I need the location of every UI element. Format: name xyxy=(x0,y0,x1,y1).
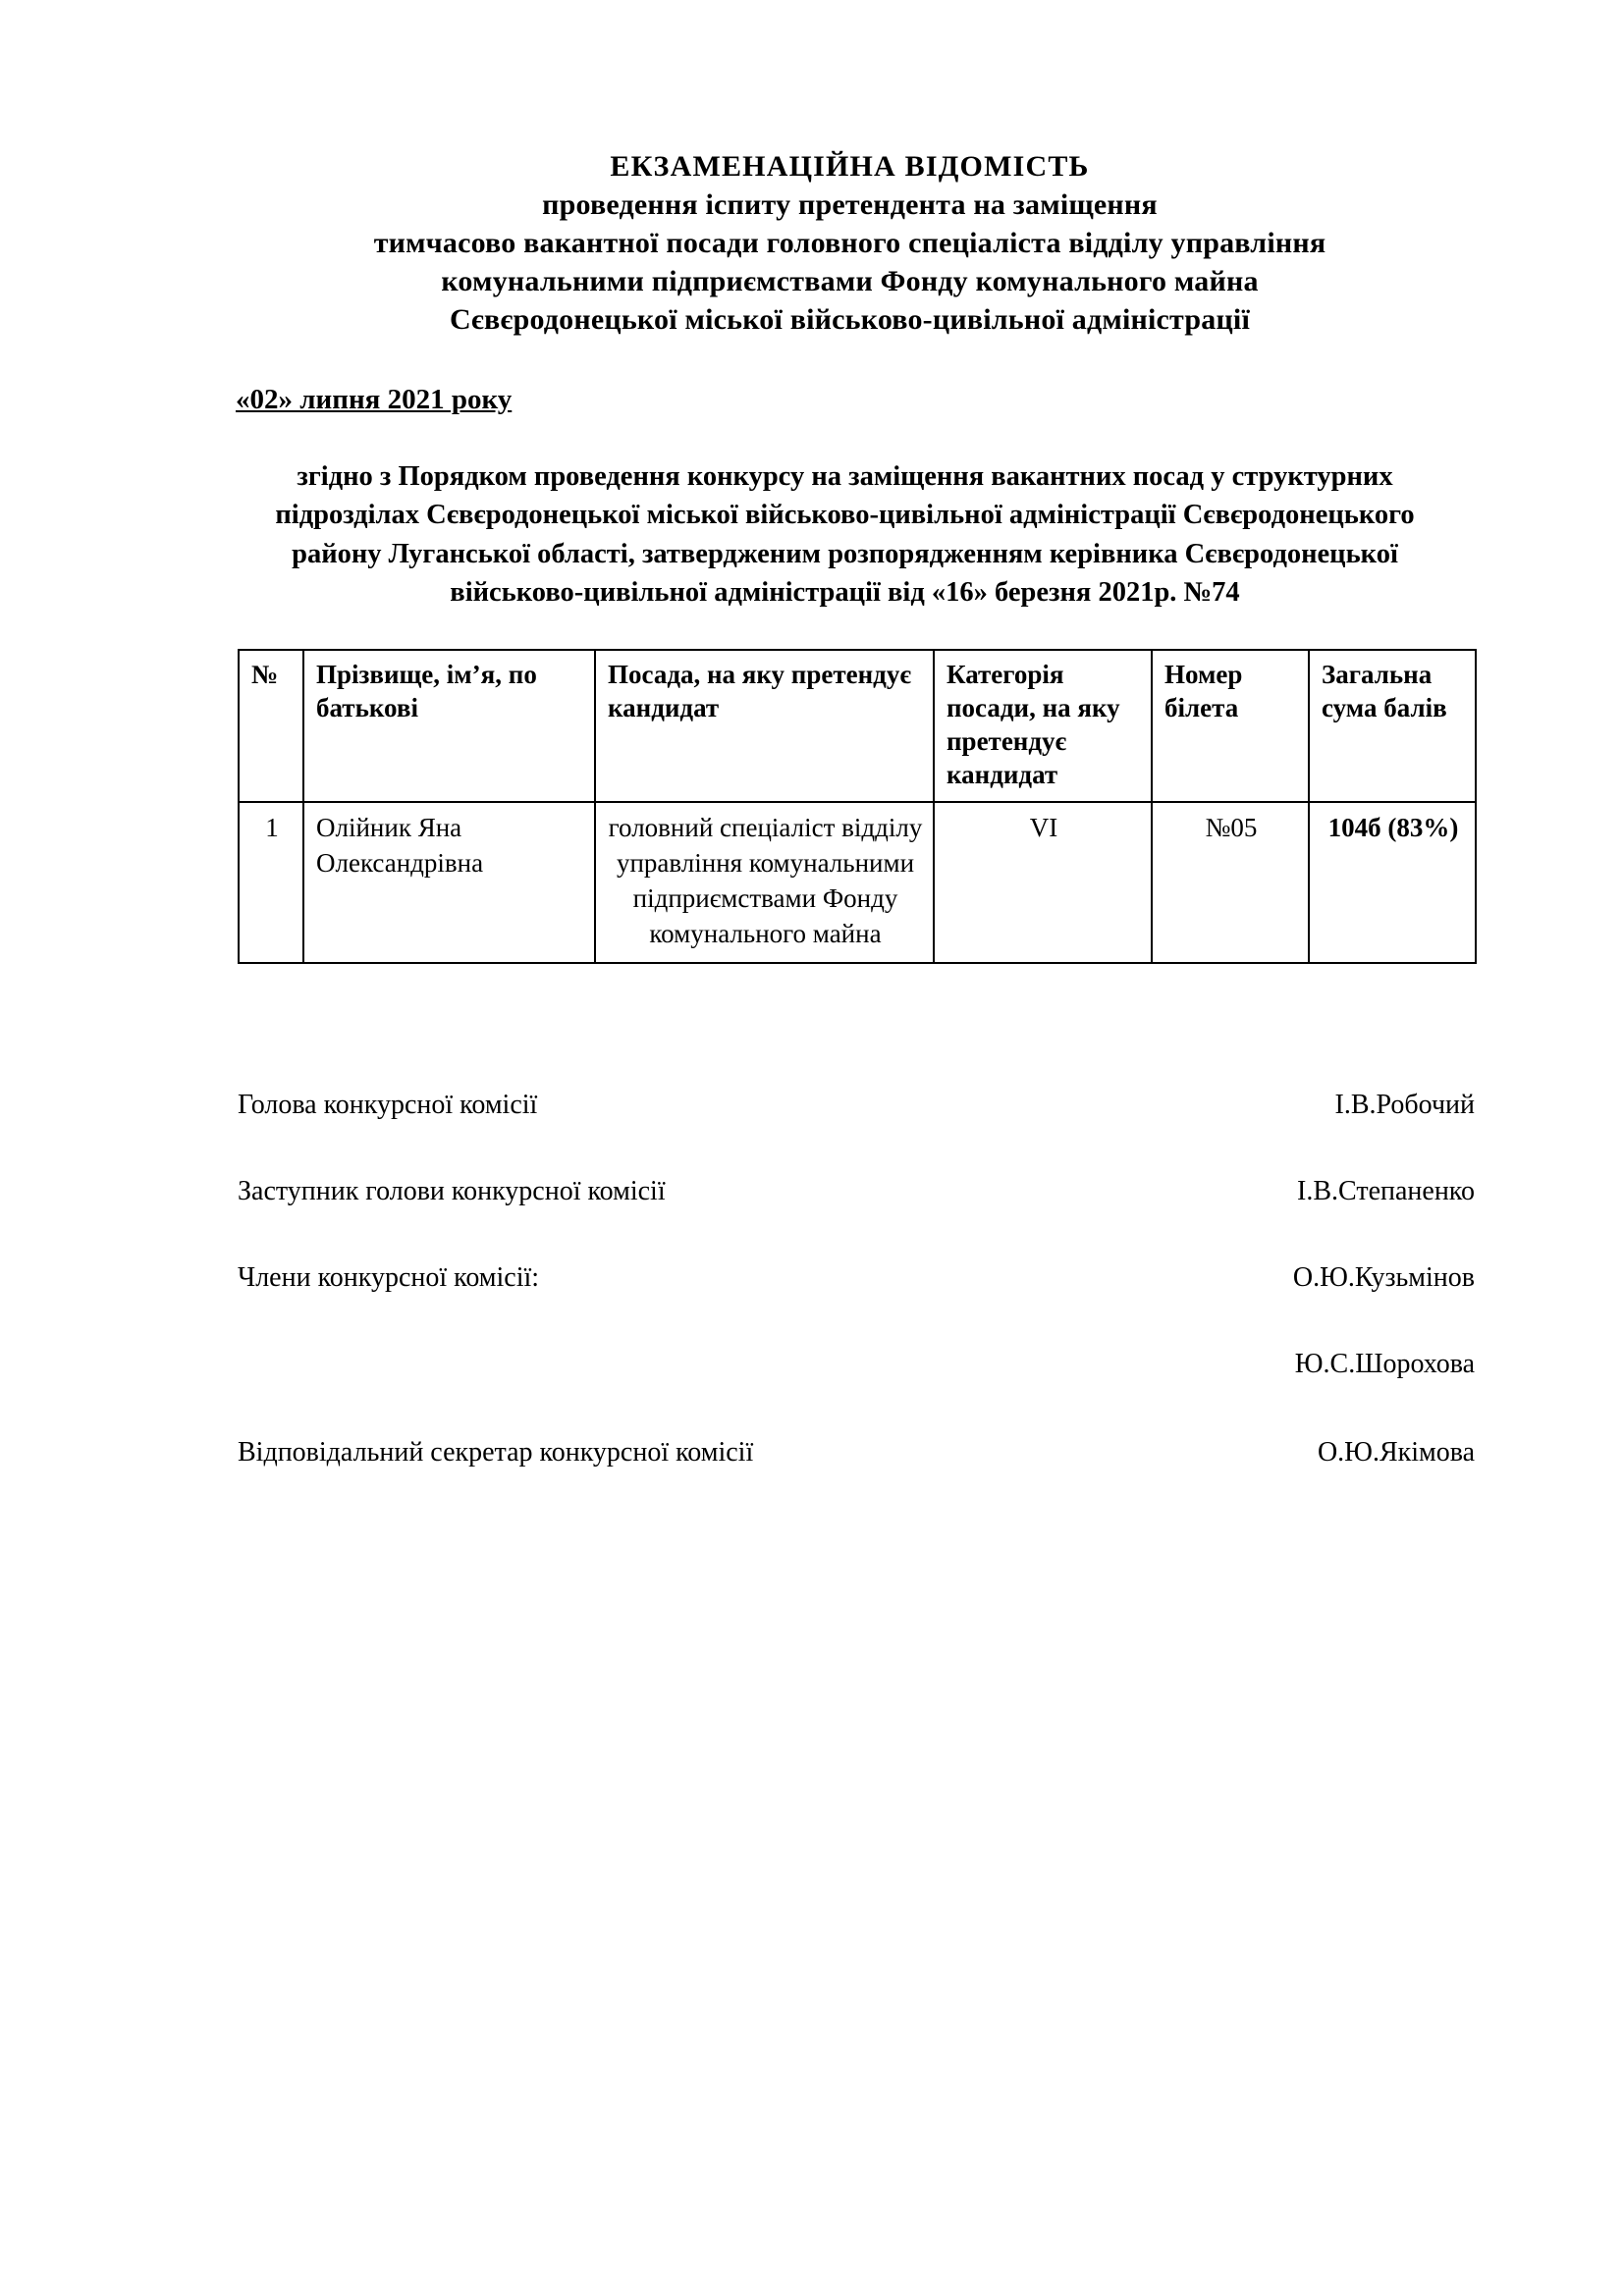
intro-line-5: адміністрації від «16» березня 2021р. №74 xyxy=(714,576,1240,608)
cell-ticket: №05 xyxy=(1152,802,1309,963)
cell-number: 1 xyxy=(239,802,303,963)
table-body xyxy=(239,802,1476,963)
intro-line-2: структурних підрозділах Сєвєродонецької міської військово-цивільної xyxy=(275,461,1393,531)
intro-line-1: згідно з Порядком проведення конкурсу на заміщення вакантних посад у xyxy=(297,461,1225,492)
signature-role: Заступник голови конкурсної комісії xyxy=(238,1175,666,1206)
document-subtitle-line-3: комунальними підприємствами Фонду комунального майна xyxy=(441,265,1259,297)
candidates-table xyxy=(238,649,1477,964)
column-header-ticket: Номер білета xyxy=(1152,650,1309,802)
document-subtitle-line-4: Сєвєродонецької міської військово-цивільної адміністрації xyxy=(449,303,1250,336)
intro-line-4: розпорядженням керівника Сєвєродонецької військово-цивільної xyxy=(450,538,1398,608)
signature-name: І.В.Степаненко xyxy=(1297,1175,1475,1206)
cell-fullname: Олійник Яна Олександрівна xyxy=(303,802,595,963)
signature-row-deputy xyxy=(238,1176,1475,1207)
signature-role: Члени конкурсної комісії: xyxy=(238,1261,540,1293)
signature-name: О.Ю.Якімова xyxy=(1317,1436,1475,1468)
signature-name: Ю.С.Шорохова xyxy=(1294,1348,1475,1379)
document-subtitle-line-1: проведення іспиту претендента на заміщення xyxy=(542,188,1158,221)
column-header-position: Посада, на яку претендує кандидат xyxy=(595,650,934,802)
signature-row-chair xyxy=(238,1090,1475,1121)
column-header-category: Категорія посади, на яку претендує кандидат xyxy=(934,650,1152,802)
document-date-wrap xyxy=(234,339,1466,416)
intro-line-3: адміністрації Сєвєродонецького району Луганської області, затвердженим xyxy=(292,500,1415,569)
table-header xyxy=(239,650,1476,802)
signature-name: І.В.Робочий xyxy=(1334,1089,1475,1120)
document-date: «02» липня 2021 року xyxy=(236,384,513,415)
cell-category: VI xyxy=(934,802,1152,963)
signature-role: Голова конкурсної комісії xyxy=(238,1089,538,1120)
table-row xyxy=(239,802,1476,963)
signature-row-member-2 xyxy=(238,1349,1475,1380)
cell-total-score: 104б (83%) xyxy=(1309,802,1476,963)
signature-role: Відповідальний секретар конкурсної комісії xyxy=(238,1436,754,1468)
signature-row-secretary xyxy=(238,1437,1475,1468)
signatures-block xyxy=(238,1090,1475,1468)
cell-position: головний спеціаліст відділу управління комунальними підприємствами Фонду комунального майна xyxy=(595,802,934,963)
column-header-number: № xyxy=(239,650,303,802)
table-header-row xyxy=(239,650,1476,802)
document-title-block xyxy=(234,147,1466,339)
document-subtitle-line-2: тимчасово вакантної посади головного спеціаліста відділу управління xyxy=(373,227,1326,259)
document-title: ЕКЗАМЕНАЦІЙНА ВІДОМІСТЬ xyxy=(610,150,1090,183)
signature-name: О.Ю.Кузьмінов xyxy=(1292,1261,1475,1293)
column-header-total-score: Загальна сума балів xyxy=(1309,650,1476,802)
document-intro-block xyxy=(234,457,1466,612)
column-header-fullname: Прізвище, ім’я, по батькові xyxy=(303,650,595,802)
signature-row-member-1 xyxy=(238,1262,1475,1294)
